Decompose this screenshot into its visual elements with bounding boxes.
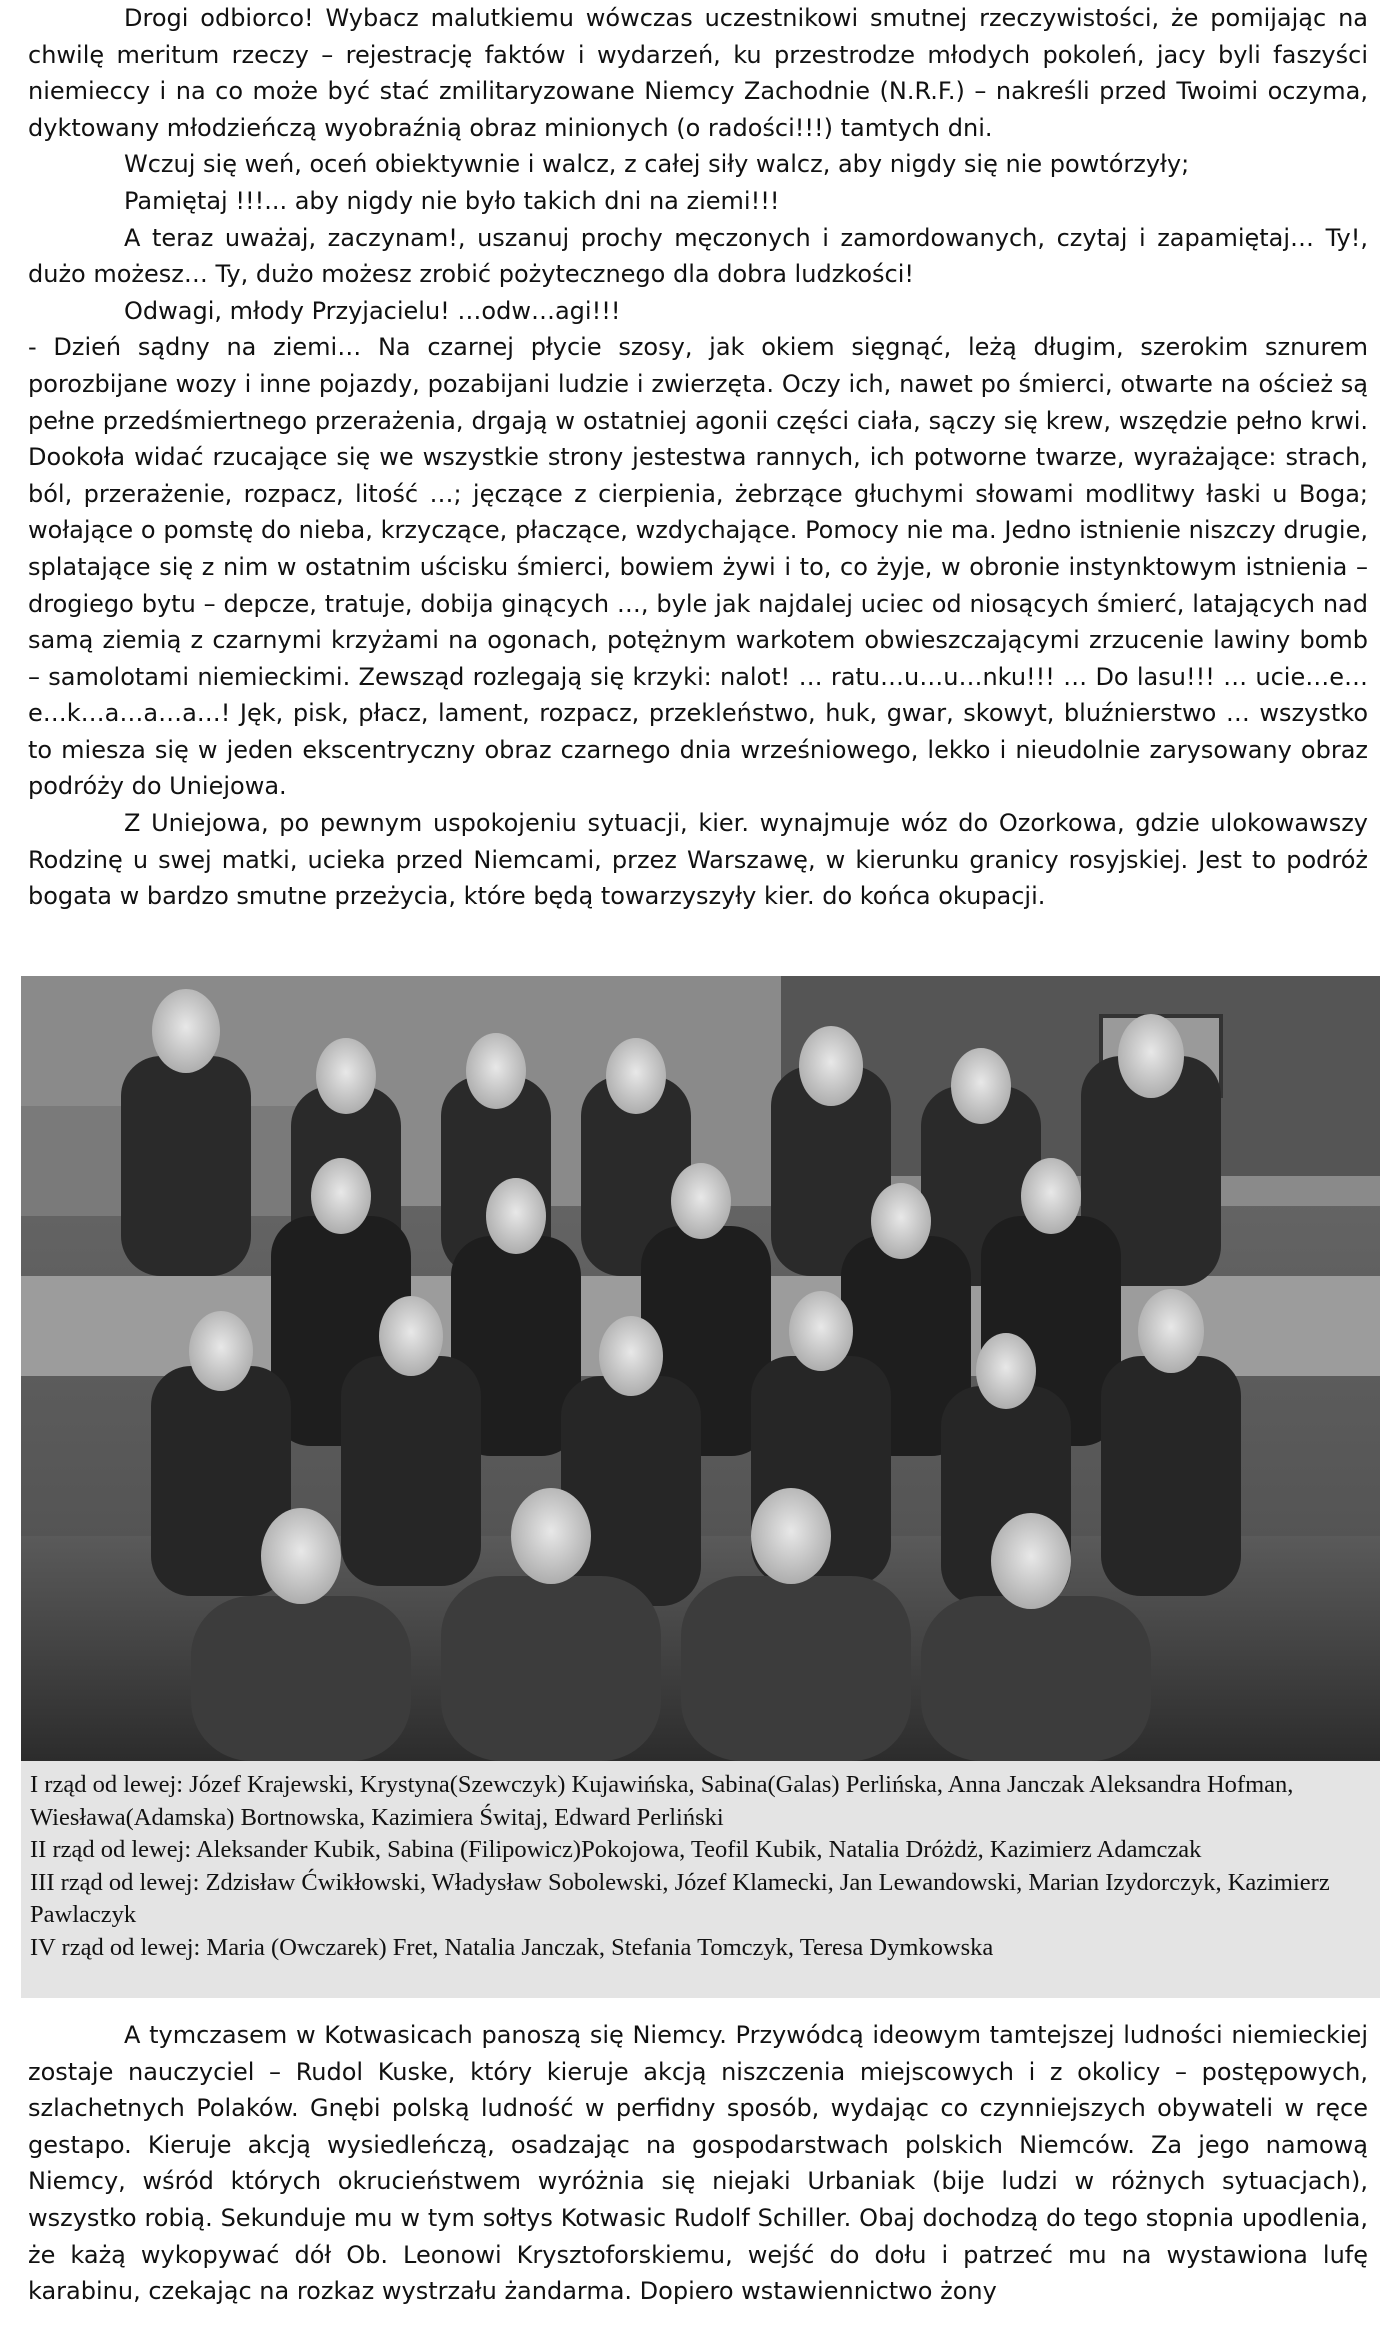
photo-caption <box>21 1761 1380 1998</box>
caption-line: IV rząd od lewej: Maria (Owczarek) Fret, Natalia Janczak, Stefania Tomczyk, Teresa Dymkowska <box>30 1933 994 1961</box>
paragraph: Pamiętaj !!!... aby nigdy nie było takich dni na ziemi!!! <box>124 186 780 215</box>
paragraph: Z Uniejowa, po pewnym uspokojeniu sytuacji, kier. wynajmuje wóz do Ozorkowa, gdzie ulokowawszy Rodzinę u swej matki, ucieka przed Niemcami, przez Warszawę, w kierunku granicy rosyjskiej. Jest to podróż bogata w bardzo smutne przeżycia, które będą towarzyszyły kier. do końca okupacji. <box>28 809 1368 911</box>
paragraph: A teraz uważaj, zaczynam!, uszanuj prochy męczonych i zamordowanych, czytaj i zapamiętaj… Ty!, dużo możesz… Ty, dużo możesz zrobić pożytecznego dla dobra ludzkości! <box>28 223 1368 289</box>
paragraph: Drogi odbiorco! Wybacz malutkiemu wówczas uczestnikowi smutnej rzeczywistości, że pomijając na chwilę meritum rzeczy – rejestrację faktów i wydarzeń, ku przestrodze młodych pokoleń, jacy byli faszyści niemieccy i na co może być stać zmilitaryzowane Niemcy Zachodnie (N.R.F.) – nakreśli przed Twoimi oczyma, dyktowany młodzieńczą wyobraźnią obraz minionych (o radości!!!) tamtych dni. <box>28 4 1368 142</box>
paragraph: - Dzień sądny na ziemi… Na czarnej płycie szosy, jak okiem sięgnąć, leżą długim, szerokim sznurem porozbijane wozy i inne pojazdy, pozabijani ludzie i zwierzęta. Oczy ich, nawet po śmierci, otwarte na oścież są pełne przedśmiertnego przerażenia, drgają w ostatniej agonii części ciała, sączy się krew, wszędzie pełno krwi. Dookoła widać rzucające się we wszystkie strony jestestwa rannych, ich potworne twarze, wyrażające: strach, ból, przerażenie, rozpacz, litość …; jęczące z cierpienia, żebrzące głuchymi słowami modlitwy łaski u Boga; wołające o pomstę do nieba, krzyczące, płaczące, wzdychające. Pomocy nie ma. Jedno istnienie niszczy drugie, splatające się z nim w ostatnim uścisku śmierci, bowiem żywi i to, co żyje, w obronie instynktowym istnienia – drogiego bytu – depcze, tratuje, dobija ginących …, byle jak najdalej uciec od niosących śmierć, latających nad samą ziemią z czarnymi krzyżami na ogonach, potężnym warkotem obwieszczającymi zrzucenie lawiny bomb – samolotami niemieckimi. Zewsząd rozlegają się krzyki: nalot! … ratu…u…u…nku!!! … Do lasu!!! … ucie…e…e…k…a…a…a…! Jęk, pisk, płacz, lament, rozpacz, przekleństwo, huk, gwar, skowyt, bluźnierstwo … wszystko to miesza się w jeden ekscentryczny obraz czarnego dnia wrześniowego, lekko i nieudolnie zarysowany obraz podróży do Uniejowa. <box>28 333 1368 801</box>
caption-line: I rząd od lewej: Józef Krajewski, Krystyna(Szewczyk) Kujawińska, Sabina(Galas) Perlińska, Anna Janczak Aleksandra Hofman, Wiesława(Adamska) Bortnowska, Kazimiera Świtaj, Edward Perliński <box>30 1771 1294 1831</box>
paragraph: Wczuj się weń, oceń obiektywnie i walcz, z całej siły walcz, aby nigdy się nie powtórzyły; <box>124 150 1190 179</box>
caption-line: III rząd od lewej: Zdzisław Ćwikłowski, Władysław Sobolewski, Józef Klamecki, Jan Lewandowski, Marian Izydorczyk, Kazimierz Pawlaczyk <box>30 1868 1330 1929</box>
paragraph: Odwagi, młody Przyjacielu! …odw…agi!!! <box>124 296 621 325</box>
bottom-text-section <box>28 2017 1368 2310</box>
paragraph: A tymczasem w Kotwasicach panoszą się Niemcy. Przywódcą ideowym tamtejszej ludności niemieckiej zostaje nauczyciel – Rudol Kuske, który kieruje akcją niszczenia miejscowych i z okolicy – postępowych, szlachetnych Polaków. Gnębi polską ludność w perfidny sposób, wydając co czynniejszych obywateli w ręce gestapo. Kieruje akcją wysiedleńczą, osadzając na gospodarstwach polskich Niemców. Za jego namową Niemcy, wśród których okrucieństwem wyróżnia się niejaki Urbaniak (bije ludzi w różnych sytuacjach), wszystko robią. Sekunduje mu w tym sołtys Kotwasic Rudolf Schiller. Obaj dochodzą do tego stopnia upodlenia, że każą wykopywać dół Ob. Leonowi Krysztoforskiemu, wejść do dołu i patrzeć mu na wystawiona lufę karabinu, czekając na rozkaz wystrzału żandarma. Dopiero wstawiennictwo żony <box>28 2021 1368 2306</box>
caption-line: II rząd od lewej: Aleksander Kubik, Sabina (Filipowicz)Pokojowa, Teofil Kubik, Natalia Dróżdż, Kazimierz Adamczak <box>30 1836 1202 1864</box>
top-text-section <box>28 0 1368 915</box>
group-photo-drawing <box>21 976 1380 1761</box>
group-photo <box>21 976 1380 1761</box>
